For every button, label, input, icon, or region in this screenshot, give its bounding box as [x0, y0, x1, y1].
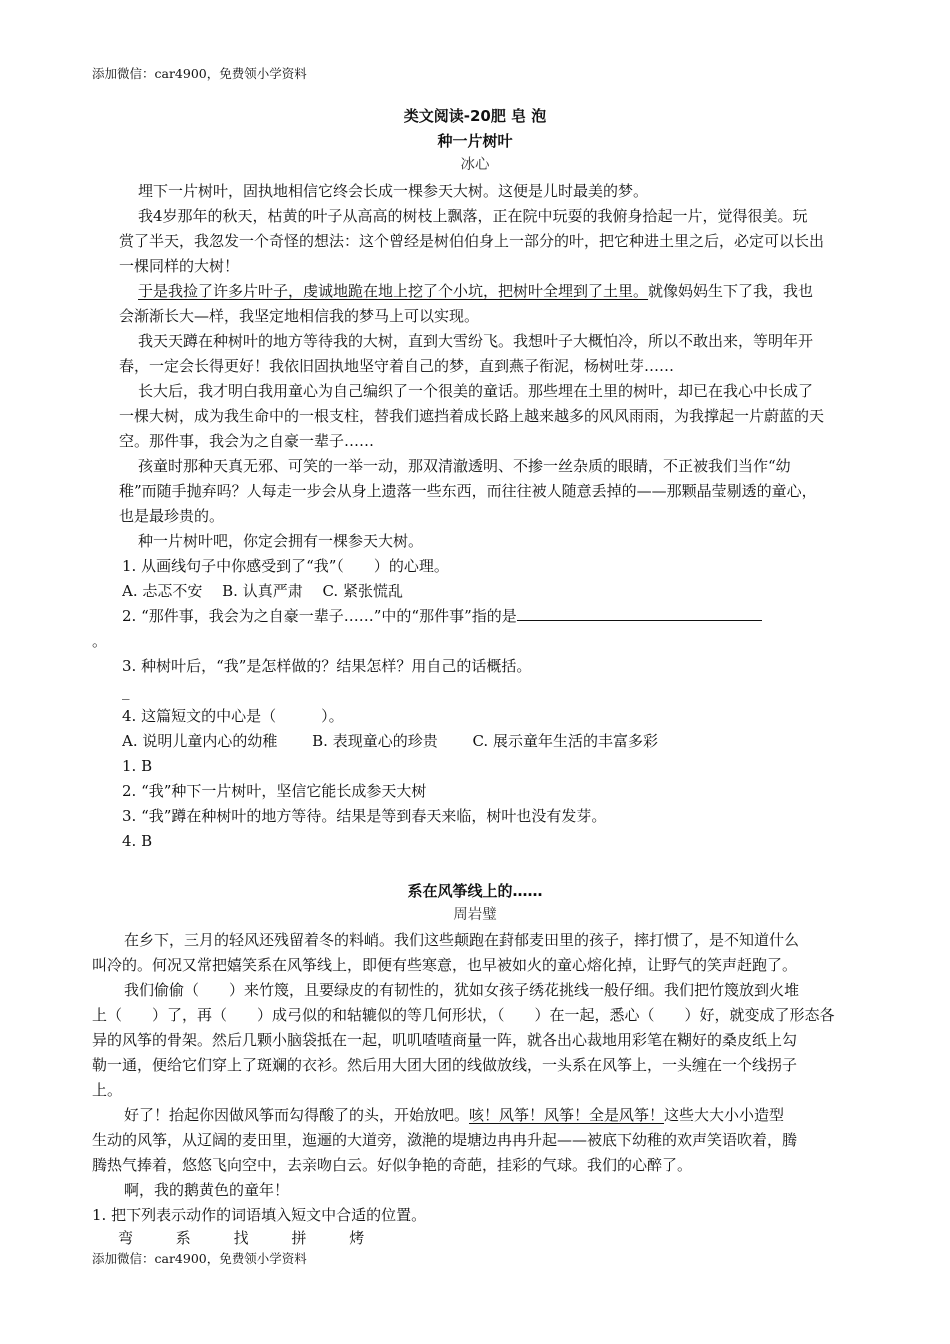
- word-bank-item: 拼: [291, 1229, 307, 1247]
- question-2-text: 2. “那件事，我会为之自豪一辈子……”中的“那件事”指的是: [122, 607, 517, 625]
- article2-title: 系在风筝线上的……: [407, 882, 543, 900]
- article1-p7: 种一片树叶吧，你定会拥有一棵参天大树。: [138, 532, 424, 550]
- article2-question-1: 1. 把下列表示动作的词语填入短文中合适的位置。: [92, 1206, 427, 1224]
- article1-p2-line1: 我4岁那年的秋天，枯黄的叶子从高高的树枝上飘落，正在院中玩耍的我俯身拾起一片，觉得很美。玩: [138, 207, 808, 225]
- article2-p4: 啊，我的鹅黄色的童年！: [124, 1181, 290, 1199]
- article1-p1: 埋下一片树叶，固执地相信它终会长成一棵参天大树。这便是儿时最美的梦。: [138, 182, 649, 200]
- underlined-sentence-2: 咳！风筝！风筝！全是风筝！: [469, 1106, 665, 1124]
- word-bank: [118, 1228, 860, 1248]
- article1-title: 种一片树叶: [437, 132, 513, 150]
- article1-p4-line1: 我天天蹲在种树叶的地方等待我的大树，直到大雪纷飞。我想叶子大概怕冷，所以不敢出来，等明年开: [138, 332, 814, 350]
- article1-p6-line2: 稚”而随手抛弃吗？人每走一步会从身上遗落一些东西，而往往被人随意丢掉的——那颗晶莹剔透的童心，: [119, 482, 817, 500]
- article2-p2-line3: 异的风筝的骨架。然后几颗小脑袋抵在一起，叽叽喳喳商量一阵，就各出心裁地用彩笔在糊好的桑皮纸上勾: [92, 1031, 798, 1049]
- question-4: 4. 这篇短文的中心是（ ）。: [122, 707, 344, 725]
- article2-p2-line1: 我们偷偷（ ）来竹篾，且要绿皮的有韧性的，犹如女孩子绣花挑线一般仔细。我们把竹篾放到火堆: [124, 981, 800, 999]
- article1-p2-line2: 赏了半天，我忽发一个奇怪的想法：这个曾经是树伯伯身上一部分的叶，把它种进土里之后，必定可以长出: [119, 232, 825, 250]
- article1-p3-line2: 会渐渐长大—样，我坚定地相信我的梦马上可以实现。: [119, 307, 480, 325]
- answer-blank[interactable]: [517, 606, 762, 621]
- article1-p3-line1: [138, 281, 880, 301]
- question-3: 3. 种树叶后，“我”是怎样做的？结果怎样？用自己的话概括。: [122, 657, 532, 675]
- question-3-blank[interactable]: _: [122, 682, 130, 700]
- article2-p3-line1: [124, 1105, 866, 1125]
- article2-p3-line2: 生动的风筝，从辽阔的麦田里，迤逦的大道旁，潋滟的堤塘边冉冉升起——被底下幼稚的欢声笑语吹着，腾: [92, 1131, 798, 1149]
- article1-p5-line1: 长大后，我才明白我用童心为自己编织了一个很美的童话。那些埋在土里的树叶，却已在我心中长成了: [138, 382, 814, 400]
- article2-author: 周岩璧: [453, 907, 497, 923]
- series-title: 类文阅读-20肥 皂 泡: [403, 107, 547, 125]
- article1-p2-line3: 一棵同样的大树！: [119, 257, 240, 275]
- article2-p1-line1: 在乡下，三月的轻风还残留着冬的料峭。我们这些颠跑在葑郁麦田里的孩子，摔打惯了，是不知道什么: [124, 931, 800, 949]
- article1-p6-line1: 孩童时那种天真无邪、可笑的一举一动，那双清澈透明、不掺一丝杂质的眼睛，不正被我们当作“幼: [138, 457, 791, 475]
- word-bank-item: 烤: [349, 1229, 365, 1247]
- article1-p6-line3: 也是最珍贵的。: [119, 507, 225, 525]
- article2-p3-line3: 腾热气捧着，悠悠飞向空中，去亲吻白云。好似争艳的奇葩，挂彩的气球。我们的心醉了。: [92, 1156, 693, 1174]
- article2-p1-line2: 叫冷的。何况又常把嬉笑系在风筝线上，即便有些寒意，也早被如火的童心熔化掉，让野气的笑声赶跑了。: [92, 956, 798, 974]
- header-note: 添加微信：car4900，免费领小学资料: [92, 66, 307, 81]
- article1-p3-rest: 就像妈妈生下了我，我也: [648, 282, 814, 300]
- word-bank-item: 弯: [118, 1229, 134, 1247]
- answer-2: 2. “我”种下一片树叶，坚信它能长成参天大树: [122, 782, 427, 800]
- word-bank-item: 系: [175, 1229, 191, 1247]
- question-2: [122, 606, 864, 626]
- article2-p3-rest: 这些大大小小造型: [664, 1106, 785, 1124]
- article1-author: 冰心: [460, 157, 490, 173]
- word-bank-item: 找: [233, 1229, 249, 1247]
- underlined-sentence: 于是我捡了许多片叶子，虔诚地跪在地上挖了个小坑，把树叶全埋到了土里。: [138, 282, 649, 300]
- answer-4: 4. B: [122, 832, 153, 850]
- footer-note: 添加微信：car4900，免费领小学资料: [92, 1251, 307, 1266]
- article2-p2-line2: 上（ ）了，再（ ）成弓似的和轱辘似的等几何形状，（ ）在一起，悉心（ ）好，就变成了形态各: [92, 1006, 835, 1024]
- article1-p5-line3: 空。那件事，我会为之自豪一辈子……: [119, 432, 375, 450]
- question-4-options: A. 说明儿童内心的幼稚 B. 表现童心的珍贵 C. 展示童年生活的丰富多彩: [122, 732, 658, 750]
- answer-3: 3. “我”蹲在种树叶的地方等待。结果是等到春天来临，树叶也没有发芽。: [122, 807, 607, 825]
- article2-p2-line5: 上。: [92, 1081, 123, 1099]
- question-1: 1. 从画线句子中你感受到了“我”（ ）的心理。: [122, 557, 449, 575]
- question-2-end: 。: [92, 632, 108, 650]
- question-1-options: A. 忐忑不安 B. 认真严肃 C. 紧张慌乱: [122, 582, 403, 600]
- answer-1: 1. B: [122, 757, 153, 775]
- article2-p3-start: 好了！抬起你因做风筝而勾得酸了的头，开始放吧。: [124, 1106, 470, 1124]
- article2-p2-line4: 勒一通，便给它们穿上了斑斓的衣衫。然后用大团大团的线做放线，一头系在风筝上，一头缠在一个线拐子: [92, 1056, 798, 1074]
- article1-p4-line2: 春，一定会长得更好！我依旧固执地坚守着自己的梦，直到燕子衔泥，杨树吐芽……: [119, 357, 675, 375]
- article1-p5-line2: 一棵大树，成为我生命中的一根支柱，替我们遮挡着成长路上越来越多的风风雨雨，为我撑起一片蔚蓝的天: [119, 407, 825, 425]
